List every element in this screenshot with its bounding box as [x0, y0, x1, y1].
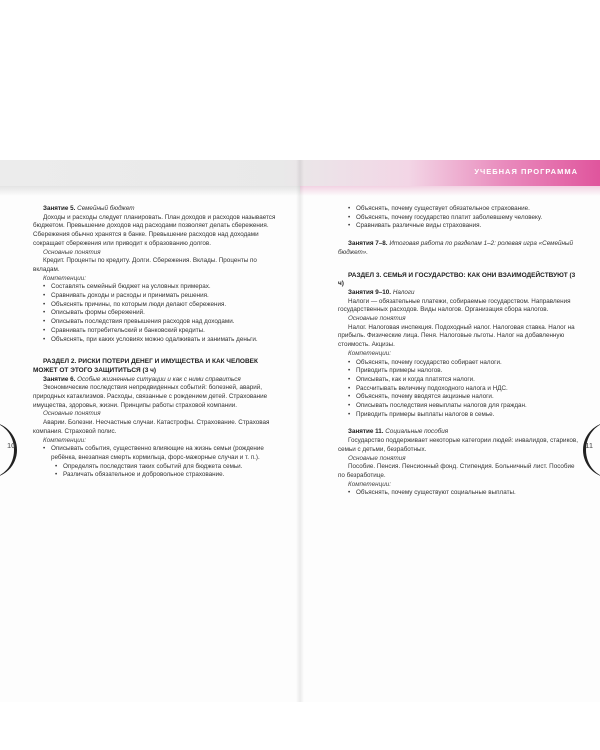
lesson-11-concepts: Пособие. Пенсия. Пенсионный фонд. Стипендия. Больничный лист. Пособие по безработице.: [338, 463, 575, 479]
lesson-7-8-number: Занятия 7–8.: [348, 240, 388, 248]
lesson-6-topic: Особые жизненные ситуации и как с ними справиться: [77, 375, 241, 383]
section-2-heading: [33, 358, 278, 375]
lesson-9-10-title: [338, 289, 583, 298]
lesson-7-8-title: [338, 240, 583, 257]
list-item: • Описывать формы сбережений.: [43, 309, 278, 318]
header-shadow-right: [300, 186, 600, 196]
lesson-6-concepts-label: Основные понятия: [43, 410, 101, 418]
lesson-9-10-number: Занятия 9–10.: [348, 288, 392, 296]
lesson-6-competencies-continued: [33, 463, 278, 480]
lesson-7-8-topic: Итоговая работа по разделам 1–2: ролевая игра «Семейный бюджет».: [338, 240, 574, 256]
list-item: • Различать обязательное и добровольное страхование.: [55, 471, 278, 480]
lesson-5-concepts: Кредит. Проценты по кредиту. Долги. Сбережения. Вклады. Проценты по вкладам.: [33, 257, 257, 273]
list-item: • Приводить примеры выплаты налогов в семье.: [348, 411, 583, 420]
list-item: • Составлять семейный бюджет на условных примерах.: [43, 283, 278, 292]
lesson-11-concepts-label: Основные понятия: [348, 454, 406, 462]
list-item: • Объяснять, при каких условиях можно одалживать и занимать деньги.: [43, 336, 278, 345]
lesson-6-concepts: Аварии. Болезни. Несчастные случаи. Катастрофы. Страхование. Страховая компания. Страховой полис.: [33, 419, 270, 435]
lesson-11-text: Государство поддерживает некоторые категории людей: инвалидов, стариков, семьи с детьми, безработных.: [338, 437, 578, 453]
list-item: • Приводить примеры налогов.: [348, 367, 583, 376]
section-2-title: РАЗДЕЛ 2. РИСКИ ПОТЕРИ ДЕНЕГ И ИМУЩЕСТВА И КАК ЧЕЛОВЕК МОЖЕТ ОТ ЭТОГО ЗАЩИТИТЬСЯ: [33, 358, 258, 374]
section-3-hours: (3 ч): [338, 271, 576, 288]
list-item: • Объяснять, почему существует обязательное страхование.: [348, 205, 583, 214]
insurance-competencies-continued: [338, 205, 583, 231]
lesson-5-text: Доходы и расходы следует планировать. План доходов и расходов называется бюджетом. Превышение доходов над расходами позволяет делать сбережения. Сбережения обычно хранятся в банке. Превышение расходов над доходами сокращает сбережения или приводит к образованию долгов.: [33, 213, 276, 247]
lesson-9-10-competencies-label: Компетенции:: [348, 349, 391, 357]
lesson-11-title: [338, 428, 583, 437]
list-item: • Объяснять, почему государство собирает налоги.: [348, 359, 583, 368]
list-item: • Объяснять причины, по которым люди делают сбережения.: [43, 301, 278, 310]
lesson-9-10-topic: Налоги: [392, 288, 415, 296]
lesson-5-number: Занятие 5.: [43, 205, 76, 212]
list-item: • Объяснять, почему государство платит заболевшему человеку.: [348, 214, 583, 223]
list-item: • Описывать последствия превышения расходов над доходами.: [43, 318, 278, 327]
list-item: • Объяснять, почему вводятся акцизные налоги.: [348, 393, 583, 402]
lesson-11-number: Занятие 11.: [348, 428, 384, 436]
lesson-11-topic: Социальные пособия: [385, 428, 449, 436]
section-3-heading: [338, 272, 583, 289]
lesson-9-10-competencies: [338, 359, 583, 420]
lesson-5-competencies: [33, 283, 278, 344]
right-page-column: [338, 205, 583, 498]
page-number-right: 11: [585, 441, 593, 450]
section-3-title: РАЗДЕЛ 3. СЕМЬЯ И ГОСУДАРСТВО: КАК ОНИ ВЗАИМОДЕЙСТВУЮТ: [348, 271, 568, 279]
lesson-6-text: Экономические последствия непредвиденных событий: болезней, аварий, природных катаклизмов. Расходы, связанные с рождением детей. Страхование имущества, здоровья, жизни. Принципы работы страховой компании.: [33, 384, 268, 409]
list-item: • Определять последствия таких событий для бюджета семьи.: [55, 463, 278, 472]
list-item: • Сравнивать различные виды страхования.: [348, 222, 583, 231]
page-number-left: 10: [7, 441, 16, 450]
lesson-9-10-concepts: Налог. Налоговая инспекция. Подоходный налог. Налоговая ставка. Налог на прибыль. Физические лица. Пеня. Налоговые льготы. Налог на добавленную стоимость. Акцизы.: [338, 323, 575, 349]
running-header-title: УЧЕБНАЯ ПРОГРАММА: [474, 167, 578, 176]
book-gutter: [296, 160, 304, 702]
list-item: • Рассчитывать величину подоходного налога и НДС.: [348, 385, 583, 394]
lesson-6-competencies: [33, 445, 278, 462]
lesson-5-concepts-label: Основные понятия: [43, 248, 101, 256]
section-2-hours: (3 ч): [142, 366, 157, 374]
lesson-6-competencies-label: Компетенции:: [43, 436, 86, 444]
lesson-11-competencies: [338, 489, 583, 498]
lesson-5-topic: Семейный бюджет: [77, 205, 135, 212]
list-item: • Описывать, как и когда платятся налоги.: [348, 376, 583, 385]
list-item: • Сравнивать потребительский и банковский кредиты.: [43, 327, 278, 336]
lesson-6-number: Занятие 6.: [43, 375, 76, 383]
lesson-5-competencies-label: Компетенции:: [43, 274, 86, 282]
lesson-5-title: [33, 205, 278, 214]
lesson-9-10-text: Налоги — обязательные платежи, собираемые государством. Направления государственных расходов. Виды налогов. Организация сбора налогов.: [338, 297, 571, 314]
lesson-9-10-concepts-label: Основные понятия: [348, 315, 406, 323]
lesson-11-competencies-label: Компетенции:: [348, 480, 391, 488]
list-item: • Описывать последствия невыплаты налогов для граждан.: [348, 402, 583, 411]
header-shadow-left: [0, 186, 300, 196]
list-item: • Описывать события, существенно влияющие на жизнь семьи (рождение ребёнка, внезапная смерть кормильца, форс-мажорные случаи и т. п.).: [43, 445, 278, 462]
left-page-column: [33, 205, 278, 480]
list-item: • Сравнивать доходы и расходы и принимать решения.: [43, 292, 278, 301]
list-item: • Объяснять, почему существуют социальные выплаты.: [348, 489, 583, 498]
